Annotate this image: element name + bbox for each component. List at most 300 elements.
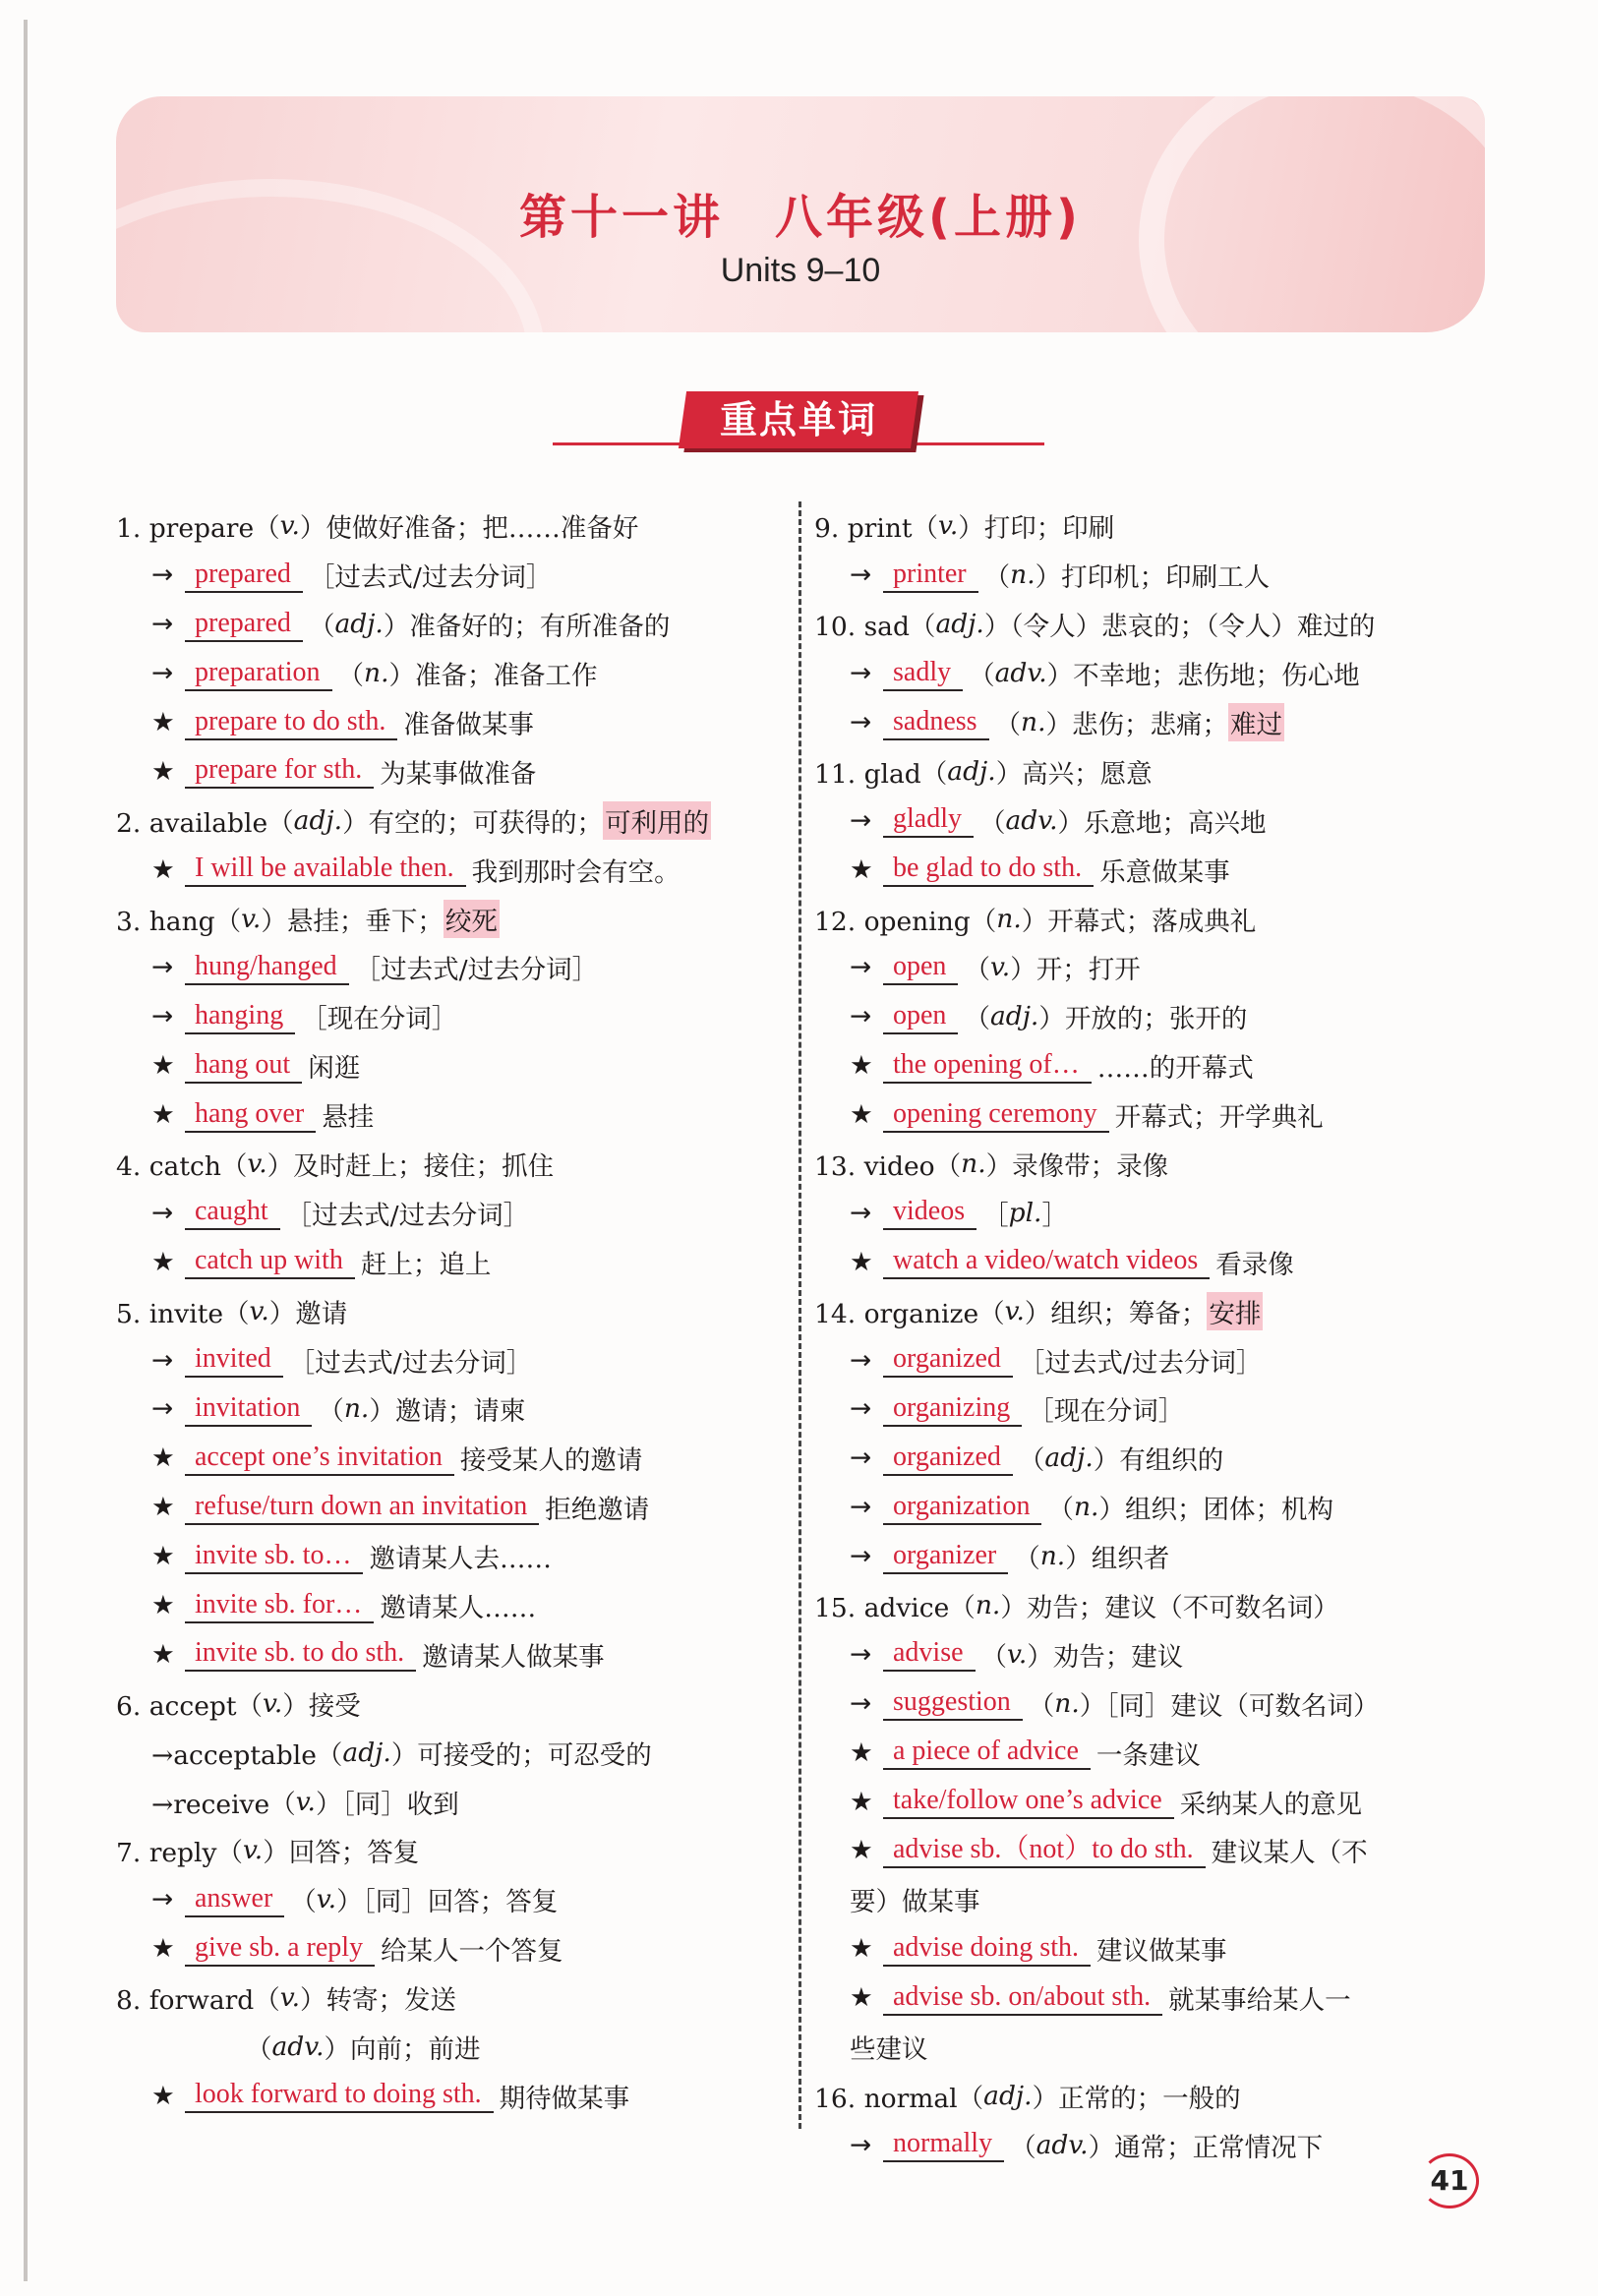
part-of-speech: n. <box>343 1393 370 1425</box>
entry-text: 拒绝邀请 <box>545 1495 650 1526</box>
vocab-entry-line <box>116 1041 765 1090</box>
part-of-speech: adj. <box>947 755 996 787</box>
vocab-entry-line <box>814 1188 1493 1237</box>
section-heading <box>679 391 918 448</box>
vocab-entry-line <box>116 1237 765 1286</box>
part-of-speech: v. <box>249 1295 269 1326</box>
entry-text: ）通常；正常情况下 <box>1088 2132 1324 2163</box>
vocab-entry-heading <box>116 1826 765 1875</box>
entry-text: ）可接受的；可忍受的 <box>390 1739 652 1771</box>
entry-text: （ <box>1014 1544 1040 1575</box>
entry-text: 1. prepare（ <box>116 513 280 545</box>
vocab-entry-line <box>116 1483 765 1532</box>
part-of-speech: n. <box>1054 1687 1080 1719</box>
vocab-entry-heading <box>814 1140 1493 1189</box>
entry-text: ［现在分词］ <box>301 1004 458 1035</box>
entry-text: （ <box>983 562 1011 594</box>
entry-text: （ <box>308 612 335 643</box>
part-of-speech: v. <box>1004 1295 1025 1326</box>
answer-blank: hanging <box>185 999 295 1034</box>
part-of-speech: adj. <box>342 1737 391 1768</box>
arrow-icon: → <box>151 1001 174 1032</box>
vocab-entry-heading <box>116 894 765 943</box>
arrow-icon: → <box>151 1344 174 1376</box>
arrow-icon: → <box>850 707 872 737</box>
entry-text: （ <box>318 1396 344 1428</box>
vocab-entry-line <box>116 1532 765 1581</box>
entry-text: ［现在分词］ <box>1028 1396 1185 1428</box>
part-of-speech: adj. <box>293 804 343 836</box>
vocab-entry-line <box>814 1434 1493 1483</box>
entry-text: 14. organize（ <box>814 1298 1005 1329</box>
vocab-entry-heading <box>116 501 765 551</box>
vocab-entry-line <box>116 1335 765 1384</box>
units-subtitle: Units 9–10 <box>720 252 881 289</box>
arrow-icon: → <box>850 1344 872 1376</box>
entry-text: （ <box>1018 1445 1045 1477</box>
star-icon: ★ <box>850 1835 873 1866</box>
star-icon: ★ <box>850 1933 873 1965</box>
entry-text: 邀请某人去…… <box>369 1544 552 1575</box>
vocab-entry-line <box>116 1434 765 1483</box>
arrow-icon: → <box>151 609 174 640</box>
entry-text: ［过去式/过去分词］ <box>1018 1347 1263 1379</box>
part-of-speech: v. <box>241 903 262 934</box>
highlighted-text: 难过 <box>1228 703 1284 741</box>
answer-blank: refuse/turn down an invitation <box>185 1490 539 1525</box>
vocab-entry-heading <box>814 1286 1493 1335</box>
vocab-entry-heading <box>814 1581 1493 1630</box>
vocab-entry-heading <box>116 1678 765 1728</box>
vocab-entry-line <box>116 746 765 795</box>
answer-blank: invitation <box>185 1391 312 1427</box>
part-of-speech: v. <box>295 1786 316 1817</box>
vocab-entry-line <box>814 1041 1493 1090</box>
answer-blank: organized <box>883 1342 1013 1378</box>
entry-text: ［过去式/过去分词］ <box>285 1200 530 1231</box>
vocab-entry-line <box>814 943 1493 992</box>
vocab-entry-line <box>814 698 1493 747</box>
title-banner <box>116 96 1485 332</box>
answer-blank: organizer <box>883 1539 1008 1574</box>
arrow-icon: → <box>151 1197 174 1228</box>
entry-text: 13. video（ <box>814 1151 962 1183</box>
vocab-entry-line <box>116 1090 765 1140</box>
entry-text: 2. available（ <box>116 807 294 839</box>
answer-blank: organization <box>883 1490 1041 1525</box>
answer-blank: gladly <box>883 802 974 838</box>
answer-blank: organizing <box>883 1391 1022 1427</box>
entry-text: ）向前；前进 <box>324 2034 481 2066</box>
answer-blank: advise sb.（not）to do sth. <box>883 1833 1206 1868</box>
answer-blank: prepared <box>185 607 303 642</box>
entry-text: ）劝告；建议 <box>1027 1641 1184 1673</box>
entry-text: 11. glad（ <box>814 758 948 790</box>
part-of-speech: adj. <box>989 1001 1039 1032</box>
star-icon: ★ <box>151 2080 175 2111</box>
entry-text: ）乐意地；高兴地 <box>1057 807 1267 839</box>
entry-text: 5. invite（ <box>116 1298 250 1329</box>
highlighted-text: 可利用的 <box>603 801 711 840</box>
entry-text: 要）做某事 <box>850 1887 980 1918</box>
entry-text: （ <box>290 1887 317 1918</box>
arrow-icon: → <box>850 1638 872 1670</box>
answer-blank: videos <box>883 1195 977 1230</box>
entry-text: ］ <box>1041 1200 1068 1231</box>
part-of-speech: adj. <box>334 609 384 640</box>
answer-blank: I will be available then. <box>185 852 466 887</box>
entry-text: ）悬挂；垂下； <box>261 906 444 937</box>
entry-text: 邀请某人做某事 <box>422 1641 605 1673</box>
entry-text: →receive（ <box>151 1789 296 1820</box>
vocab-entry-line <box>814 1483 1493 1532</box>
part-of-speech: v. <box>242 1835 264 1866</box>
entry-text: ）［同］收到 <box>315 1789 459 1820</box>
answer-blank: preparation <box>185 656 332 691</box>
entry-text: ［过去式/过去分词］ <box>354 955 599 986</box>
star-icon: ★ <box>850 854 873 885</box>
entry-text: ）（令人）悲哀的；（令人）难过的 <box>983 612 1376 643</box>
entry-text: 16. normal（ <box>814 2083 984 2114</box>
section-heading-text: 重点单词 <box>719 398 877 442</box>
star-icon: ★ <box>151 1099 175 1131</box>
answer-blank: look forward to doing sth. <box>185 2078 494 2113</box>
vocab-entry-line <box>814 551 1493 600</box>
vocab-entry-line <box>814 1875 1493 1924</box>
entry-text: ）接受 <box>282 1690 361 1722</box>
entry-text: 悬挂 <box>322 1102 375 1134</box>
entry-text: 闲逛 <box>308 1053 361 1085</box>
entry-text: 建议某人（不 <box>1211 1838 1368 1869</box>
star-icon: ★ <box>151 1541 175 1572</box>
arrow-icon: → <box>151 1393 174 1425</box>
entry-text: ）高兴；愿意 <box>995 758 1153 790</box>
column-divider <box>799 501 801 2129</box>
answer-blank: invite sb. for… <box>185 1588 374 1623</box>
entry-text: ）正常的；一般的 <box>1032 2083 1241 2114</box>
entry-text: 赶上；追上 <box>360 1249 492 1280</box>
answer-blank: suggestion <box>883 1685 1023 1721</box>
vocab-entry-line <box>814 1826 1493 1875</box>
vocab-entry-line <box>814 1532 1493 1581</box>
part-of-speech: n. <box>1073 1492 1099 1523</box>
vocab-entry-line <box>116 600 765 649</box>
part-of-speech: v. <box>1007 1638 1028 1670</box>
arrow-icon: → <box>151 1884 174 1915</box>
vocab-entry-line <box>814 795 1493 845</box>
arrow-icon: → <box>850 1393 872 1425</box>
arrow-icon: → <box>850 1541 872 1572</box>
star-icon: ★ <box>151 1050 175 1082</box>
answer-blank: advise <box>883 1636 976 1672</box>
vocab-entry-line <box>116 1188 765 1237</box>
entry-text: （ <box>1010 2132 1036 2163</box>
entry-text: ）邀请；请柬 <box>369 1396 526 1428</box>
entry-text: →acceptable（ <box>151 1739 343 1771</box>
part-of-speech: n. <box>1010 559 1036 591</box>
entry-text: 接受某人的邀请 <box>459 1445 643 1477</box>
entry-text: ）劝告；建议（不可数名词） <box>1000 1593 1339 1624</box>
entry-text: ）［同］建议（可数名词） <box>1079 1690 1380 1722</box>
star-icon: ★ <box>151 1638 175 1670</box>
entry-text: 12. opening（ <box>814 906 997 937</box>
answer-blank: organized <box>883 1441 1013 1476</box>
entry-text: （ <box>964 1004 990 1035</box>
entry-text: ）有空的；可获得的； <box>342 807 604 839</box>
entry-text: 邀请某人…… <box>380 1593 537 1624</box>
star-icon: ★ <box>151 1933 175 1965</box>
entry-text: ）悲伤；悲痛； <box>1045 710 1229 740</box>
answer-blank: prepared <box>185 558 303 593</box>
entry-text: 建议做某事 <box>1096 1936 1227 1968</box>
answer-blank: give sb. a reply <box>185 1931 375 1967</box>
entry-text: ）组织者 <box>1065 1544 1170 1575</box>
vocab-entry-line <box>814 1335 1493 1384</box>
part-of-speech: v. <box>279 510 300 542</box>
vocab-entry-line <box>116 943 765 992</box>
entry-text: ［过去式/过去分词］ <box>288 1347 533 1379</box>
arrow-icon: → <box>850 804 872 836</box>
answer-blank: prepare for sth. <box>185 753 374 789</box>
vocab-entry-line <box>814 1237 1493 1286</box>
entry-text: 准备做某事 <box>403 710 534 740</box>
part-of-speech: n. <box>1039 1541 1066 1572</box>
answer-blank: invite sb. to… <box>185 1539 363 1574</box>
vocab-entry-heading <box>116 1973 765 2023</box>
vocab-entry-line <box>116 1728 765 1777</box>
entry-text: 乐意做某事 <box>1099 856 1230 888</box>
entry-text: （ <box>1028 1690 1055 1722</box>
entry-text: ）转寄；发送 <box>300 1985 457 2017</box>
answer-blank: watch a video/watch videos <box>883 1244 1210 1279</box>
arrow-icon: → <box>850 1442 872 1474</box>
answer-blank: invited <box>185 1342 283 1378</box>
entry-text: 7. reply（ <box>116 1838 243 1869</box>
answer-blank: opening ceremony <box>883 1097 1109 1133</box>
arrow-icon: → <box>850 1492 872 1523</box>
vocab-entry-line <box>814 1090 1493 1140</box>
vocab-entry-heading <box>814 746 1493 795</box>
star-icon: ★ <box>151 1442 175 1474</box>
entry-text: ［过去式/过去分词］ <box>308 562 553 594</box>
entry-text: ）开放的；张开的 <box>1038 1004 1248 1035</box>
star-icon: ★ <box>151 1590 175 1621</box>
entry-text: ）组织；团体；机构 <box>1098 1495 1333 1526</box>
vocab-entry-heading <box>814 501 1493 551</box>
part-of-speech: adj. <box>983 2080 1033 2111</box>
answer-blank: sadness <box>883 705 989 740</box>
entry-text: 就某事给某人一 <box>1168 1985 1351 2017</box>
entry-text: 些建议 <box>850 2034 928 2066</box>
entry-text: ）录像带；录像 <box>985 1151 1169 1183</box>
star-icon: ★ <box>850 1786 873 1817</box>
vocab-entry-line <box>116 1629 765 1678</box>
arrow-icon: → <box>850 658 872 689</box>
vocab-entry-heading <box>116 1140 765 1189</box>
answer-blank: hang out <box>185 1048 302 1084</box>
vocab-entry-line <box>116 1777 765 1826</box>
vocab-entry-heading <box>116 1286 765 1335</box>
entry-text: ）组织；筹备； <box>1024 1298 1208 1329</box>
answer-blank: caught <box>185 1195 280 1230</box>
answer-blank: advise doing sth. <box>883 1931 1091 1967</box>
vocab-entry-line <box>116 2072 765 2121</box>
vocab-entry-line <box>814 992 1493 1041</box>
entry-text: ）使做好准备；把……准备好 <box>299 513 639 545</box>
part-of-speech: n. <box>1021 707 1046 737</box>
vocab-entry-line <box>116 1581 765 1630</box>
entry-text: 看录像 <box>1215 1249 1294 1280</box>
vocab-entry-heading <box>814 894 1493 943</box>
vocab-entry-heading <box>814 600 1493 649</box>
entry-text: 6. accept（ <box>116 1690 263 1722</box>
entry-text: ）邀请 <box>268 1298 348 1329</box>
entry-text: ）打印机；印刷工人 <box>1035 562 1271 594</box>
part-of-speech: v. <box>938 510 959 542</box>
vocab-entry-line <box>814 1728 1493 1777</box>
entry-text: （ <box>979 807 1006 839</box>
highlighted-text: 安排 <box>1207 1292 1263 1330</box>
entry-text: 一条建议 <box>1095 1739 1201 1771</box>
answer-blank: open <box>883 999 958 1034</box>
vocab-entry-line <box>116 1384 765 1434</box>
vocab-entry-line <box>814 2023 1493 2072</box>
answer-blank: sadly <box>883 656 963 691</box>
page-number: 41 <box>1420 2153 1479 2208</box>
part-of-speech: n. <box>975 1590 1001 1621</box>
answer-blank: open <box>883 950 958 985</box>
entry-text: （ <box>969 661 995 692</box>
answer-blank: hung/hanged <box>185 950 349 985</box>
right-column <box>814 501 1493 2169</box>
vocab-entry-line <box>814 2120 1493 2169</box>
star-icon: ★ <box>151 854 175 885</box>
entry-text: ［ <box>982 1200 1009 1231</box>
entry-text: ）打印；印刷 <box>958 513 1115 545</box>
part-of-speech: n. <box>961 1148 986 1180</box>
part-of-speech: n. <box>996 903 1022 934</box>
vocab-entry-line <box>116 992 765 1041</box>
entry-text: ）及时赶上；接住；抓住 <box>266 1151 555 1183</box>
star-icon: ★ <box>151 707 175 737</box>
part-of-speech: adj. <box>1044 1442 1094 1474</box>
answer-blank: prepare to do sth. <box>185 705 397 740</box>
star-icon: ★ <box>151 1246 175 1277</box>
vocab-entry-line <box>116 1924 765 1973</box>
entry-text: ）准备；准备工作 <box>388 661 598 692</box>
answer-blank: the opening of… <box>883 1048 1092 1084</box>
part-of-speech: adv. <box>1036 2129 1089 2160</box>
part-of-speech: adv. <box>271 2031 325 2063</box>
arrow-icon: → <box>850 1197 872 1228</box>
entry-text: 给某人一个答复 <box>381 1936 563 1968</box>
entry-text: ）准备好的；有所准备的 <box>383 612 671 643</box>
answer-blank: answer <box>185 1882 284 1917</box>
entry-text: （ <box>964 955 990 986</box>
part-of-speech: adj. <box>935 609 984 640</box>
arrow-icon: → <box>151 559 174 591</box>
entry-text: ……的开幕式 <box>1096 1053 1254 1085</box>
answer-blank: accept one’s invitation <box>185 1441 454 1476</box>
arrow-icon: → <box>850 1687 872 1719</box>
answer-blank: take/follow one’s advice <box>883 1784 1174 1819</box>
entry-text: （ <box>337 661 364 692</box>
part-of-speech: v. <box>989 952 1011 983</box>
entry-text: 9. print（ <box>814 513 939 545</box>
entry-text: 4. catch（ <box>116 1151 248 1183</box>
arrow-icon: → <box>850 1001 872 1032</box>
entry-text: ）有组织的 <box>1093 1445 1224 1477</box>
entry-text: ）回答；答复 <box>263 1838 420 1869</box>
vocab-entry-heading <box>814 2072 1493 2121</box>
arrow-icon: → <box>151 952 174 983</box>
vocab-entry-line <box>814 1973 1493 2023</box>
entry-text: 我到那时会有空。 <box>471 856 681 888</box>
part-of-speech: pl. <box>1008 1197 1042 1228</box>
vocab-entry-line <box>814 1678 1493 1728</box>
star-icon: ★ <box>850 1099 873 1131</box>
answer-blank: advise sb. on/about sth. <box>883 1980 1162 2016</box>
part-of-speech: v. <box>316 1884 337 1915</box>
entry-text: 10. sad（ <box>814 612 936 643</box>
answer-blank: hang over <box>185 1097 316 1133</box>
star-icon: ★ <box>850 1982 873 2014</box>
vocab-entry-line <box>814 1924 1493 1973</box>
part-of-speech: adv. <box>994 658 1047 689</box>
answer-blank: normally <box>883 2127 1004 2162</box>
entry-text: ）［同］回答；答复 <box>336 1887 559 1918</box>
vocab-entry-line <box>814 845 1493 894</box>
entry-text: 为某事做准备 <box>380 758 537 790</box>
part-of-speech: v. <box>279 1982 301 2014</box>
entry-text: （ <box>246 2034 272 2066</box>
entry-text: （ <box>980 1641 1008 1673</box>
answer-blank: be glad to do sth. <box>883 852 1094 887</box>
vocab-entry-line <box>814 649 1493 698</box>
vocab-entry-line <box>116 845 765 894</box>
arrow-icon: → <box>850 952 872 983</box>
part-of-speech: v. <box>247 1148 267 1180</box>
page-edge <box>24 20 28 2281</box>
arrow-icon: → <box>850 559 872 591</box>
answer-blank: catch up with <box>185 1244 355 1279</box>
vocab-entry-line <box>116 551 765 600</box>
entry-text: 采纳某人的意见 <box>1179 1789 1363 1820</box>
entry-text: 8. forward（ <box>116 1985 280 2017</box>
vocab-entry-line <box>116 649 765 698</box>
entry-text: ）开；打开 <box>1010 955 1141 986</box>
entry-text: ）不幸地；悲伤地；伤心地 <box>1046 661 1360 692</box>
entry-text: 15. advice（ <box>814 1593 976 1624</box>
entry-text: ）开幕式；落成典礼 <box>1021 906 1257 937</box>
answer-blank: a piece of advice <box>883 1735 1091 1770</box>
highlighted-text: 绞死 <box>444 900 500 938</box>
vocab-entry-heading <box>116 795 765 845</box>
star-icon: ★ <box>850 1246 873 1277</box>
star-icon: ★ <box>850 1737 873 1768</box>
answer-blank: invite sb. to do sth. <box>185 1636 416 1672</box>
entry-text: 3. hang（ <box>116 906 242 937</box>
star-icon: ★ <box>151 1492 175 1523</box>
star-icon: ★ <box>151 755 175 787</box>
lecture-title: 第十一讲 八年级(上册) <box>519 190 1082 245</box>
vocab-entry-line <box>116 698 765 747</box>
entry-text: （ <box>1047 1495 1074 1526</box>
left-column <box>116 501 765 2120</box>
answer-blank: printer <box>883 558 978 593</box>
part-of-speech: v. <box>263 1687 283 1719</box>
entry-text: 开幕式；开学典礼 <box>1114 1102 1324 1134</box>
